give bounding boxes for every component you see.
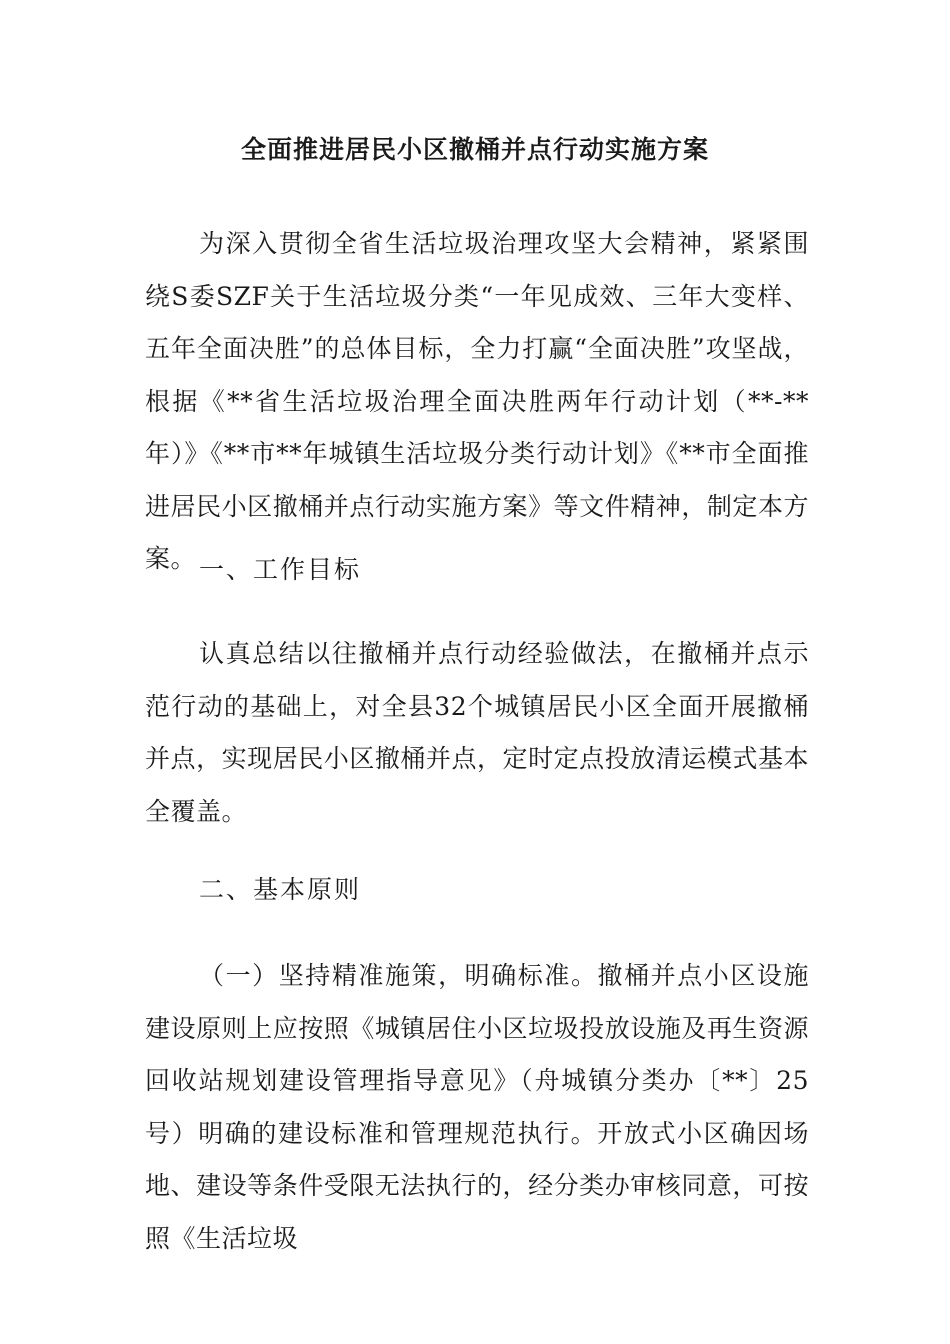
work-goals-paragraph: 认真总结以往撤桶并点行动经验做法，在撤桶并点示范行动的基础上，对全县32个城镇居民小区全面开展撤桶并点，实现居民小区撤桶并点，定时定点投放清运模式基本全覆盖。 <box>145 639 809 826</box>
section-heading-basic-principles: 二、基本原则 <box>199 875 362 904</box>
basic-principles-paragraph: （一）坚持精准施策，明确标准。撤桶并点小区设施建设原则上应按照《城镇居住小区垃圾投放设施及再生资源回收站规划建设管理指导意见》（舟城镇分类办〔**〕25号）明确的建设标准和管理规范执行。开放式小区确因场地、建设等条件受限无法执行的，经分类办审核同意，可按照《生活垃圾 <box>145 961 809 1253</box>
document-title: 全面推进居民小区撤桶并点行动实施方案 <box>240 135 709 164</box>
intro-paragraph: 为深入贯彻全省生活垃圾治理攻坚大会精神，紧紧围绕S委SZF关于生活垃圾分类“一年见成效、三年大变样、五年全面决胜”的总体目标，全力打赢“全面决胜”攻坚战，根据《**省生活垃圾治理全面决胜两年行动计划（**-**年）》《**市**年城镇生活垃圾分类行动计划》《**市全面推进居民小区撤桶并点行动实施方案》等文件精神，制定本方案。 <box>145 229 809 573</box>
section-heading-work-goals: 一、工作目标 <box>199 555 362 584</box>
